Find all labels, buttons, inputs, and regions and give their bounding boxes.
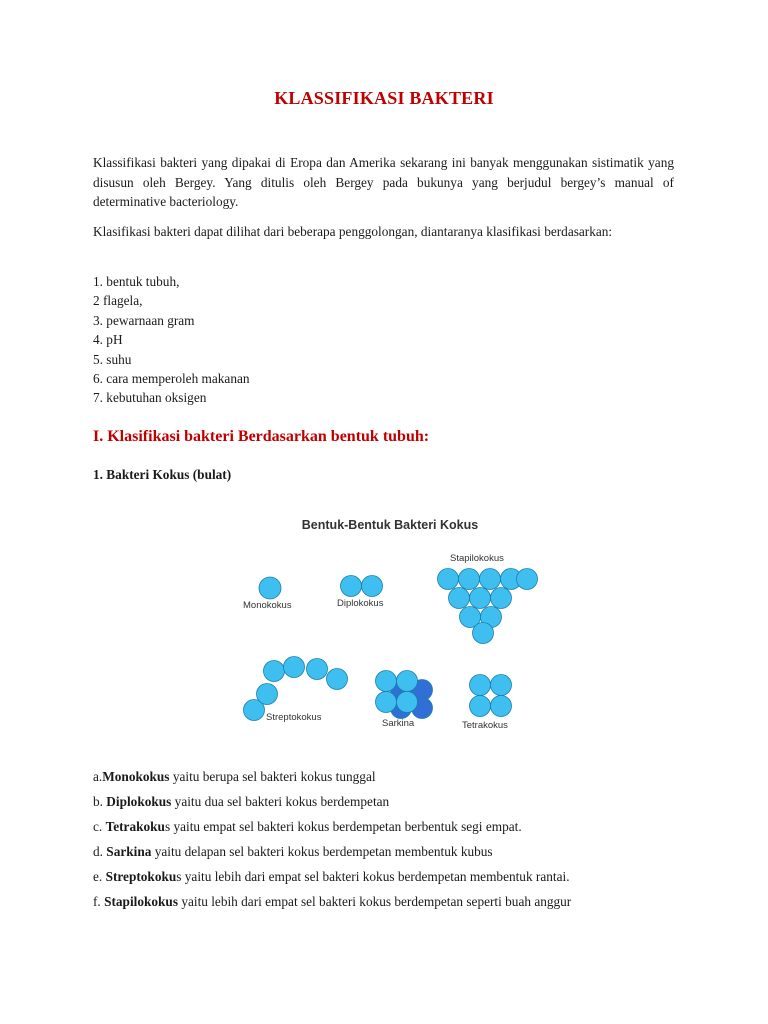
coccus-cell xyxy=(259,577,281,599)
list-item: 3. pewarnaan gram xyxy=(93,312,195,328)
list-item: 4. pH xyxy=(93,332,123,348)
coccus-cell xyxy=(284,657,305,678)
label-stapilokokus: Stapilokokus xyxy=(450,553,504,564)
monokokus-cells xyxy=(259,577,281,599)
tetrakokus-cells xyxy=(470,675,512,717)
coccus-cell xyxy=(264,661,285,682)
list-item: 7. kebutuhan oksigen xyxy=(93,390,207,406)
definition-item: e. Streptokokus yaitu lebih dari empat sel bakteri kokus berdempetan membentuk rantai. xyxy=(93,869,570,884)
coccus-diagram xyxy=(230,508,550,738)
term: Sarkina xyxy=(106,844,152,859)
term: Diplokokus xyxy=(106,794,172,809)
coccus-cell xyxy=(517,569,538,590)
coccus-cell xyxy=(491,696,512,717)
coccus-cell xyxy=(491,588,512,609)
streptokokus-cells xyxy=(244,657,348,721)
coccus-cell xyxy=(307,659,328,680)
definition-item: d. Sarkina yaitu delapan sel bakteri kokus berdempetan membentuk kubus xyxy=(93,844,493,859)
figure-title: Bentuk-Bentuk Bakteri Kokus xyxy=(301,518,479,532)
criteria-list xyxy=(93,272,250,408)
label-diplokokus: Diplokokus xyxy=(337,598,384,609)
coccus-cell xyxy=(473,623,494,644)
coccus-cell xyxy=(257,684,278,705)
coccus-cell xyxy=(470,588,491,609)
coccus-cell xyxy=(480,569,501,590)
document-title: KLASSIFIKASI BAKTERI xyxy=(274,88,494,108)
list-item: 1. bentuk tubuh, xyxy=(93,274,180,289)
coccus-cell xyxy=(459,569,480,590)
intro-paragraph: Klassifikasi bakteri yang dipakai di Eropa dan Amerika sekarang ini banyak menggunakan sistimatik yang disusun oleh Bergey. Yang ditulis oleh Bergey pada bukunya yang berjudul bergey’s manual of determinative bacteriology. xyxy=(93,155,674,209)
coccus-cell xyxy=(376,671,397,692)
label-tetrakokus: Tetrakokus xyxy=(462,720,508,731)
definition-item: b. Diplokokus yaitu dua sel bakteri kokus berdempetan xyxy=(93,794,390,809)
term: Monokokus xyxy=(102,769,170,784)
label-sarkina: Sarkina xyxy=(382,718,415,729)
definitions-list xyxy=(93,764,571,914)
coccus-cell xyxy=(327,669,348,690)
definition-item: f. Stapilokokus yaitu lebih dari empat sel bakteri kokus berdempetan seperti buah anggur xyxy=(93,894,572,909)
term: Stapilokokus xyxy=(104,894,178,909)
sarkina-cells xyxy=(376,671,433,719)
coccus-cell xyxy=(362,576,383,597)
coccus-cell xyxy=(438,569,459,590)
section-heading: I. Klasifikasi bakteri Berdasarkan bentuk tubuh: xyxy=(93,428,430,445)
coccus-cell xyxy=(470,696,491,717)
term: Tetrakoku xyxy=(105,819,165,834)
label-streptokokus: Streptokokus xyxy=(266,712,322,723)
stapilokokus-cells xyxy=(438,569,538,644)
classification-paragraph: Klasifikasi bakteri dapat dilihat dari beberapa penggolongan, diantaranya klasifikasi berdasarkan: xyxy=(93,224,613,239)
coccus-shapes-figure xyxy=(230,508,550,738)
coccus-cell xyxy=(449,588,470,609)
coccus-cell xyxy=(470,675,491,696)
list-item: 5. suhu xyxy=(93,351,132,367)
coccus-cell xyxy=(341,576,362,597)
definition-item: a.Monokokus yaitu berupa sel bakteri kokus tunggal xyxy=(93,769,376,784)
coccus-cell xyxy=(397,671,418,692)
coccus-cell xyxy=(491,675,512,696)
coccus-cell xyxy=(397,692,418,713)
term: Streptokoku xyxy=(105,869,177,884)
definition-item: c. Tetrakokus yaitu empat sel bakteri kokus berdempetan berbentuk segi empat. xyxy=(93,819,522,834)
label-monokokus: Monokokus xyxy=(243,600,292,611)
list-item: 2 flagela, xyxy=(93,293,143,309)
diplokokus-cells xyxy=(341,576,383,597)
list-item: 6. cara memperoleh makanan xyxy=(93,371,250,387)
coccus-cell xyxy=(376,692,397,713)
subsection-heading: 1. Bakteri Kokus (bulat) xyxy=(93,467,232,482)
